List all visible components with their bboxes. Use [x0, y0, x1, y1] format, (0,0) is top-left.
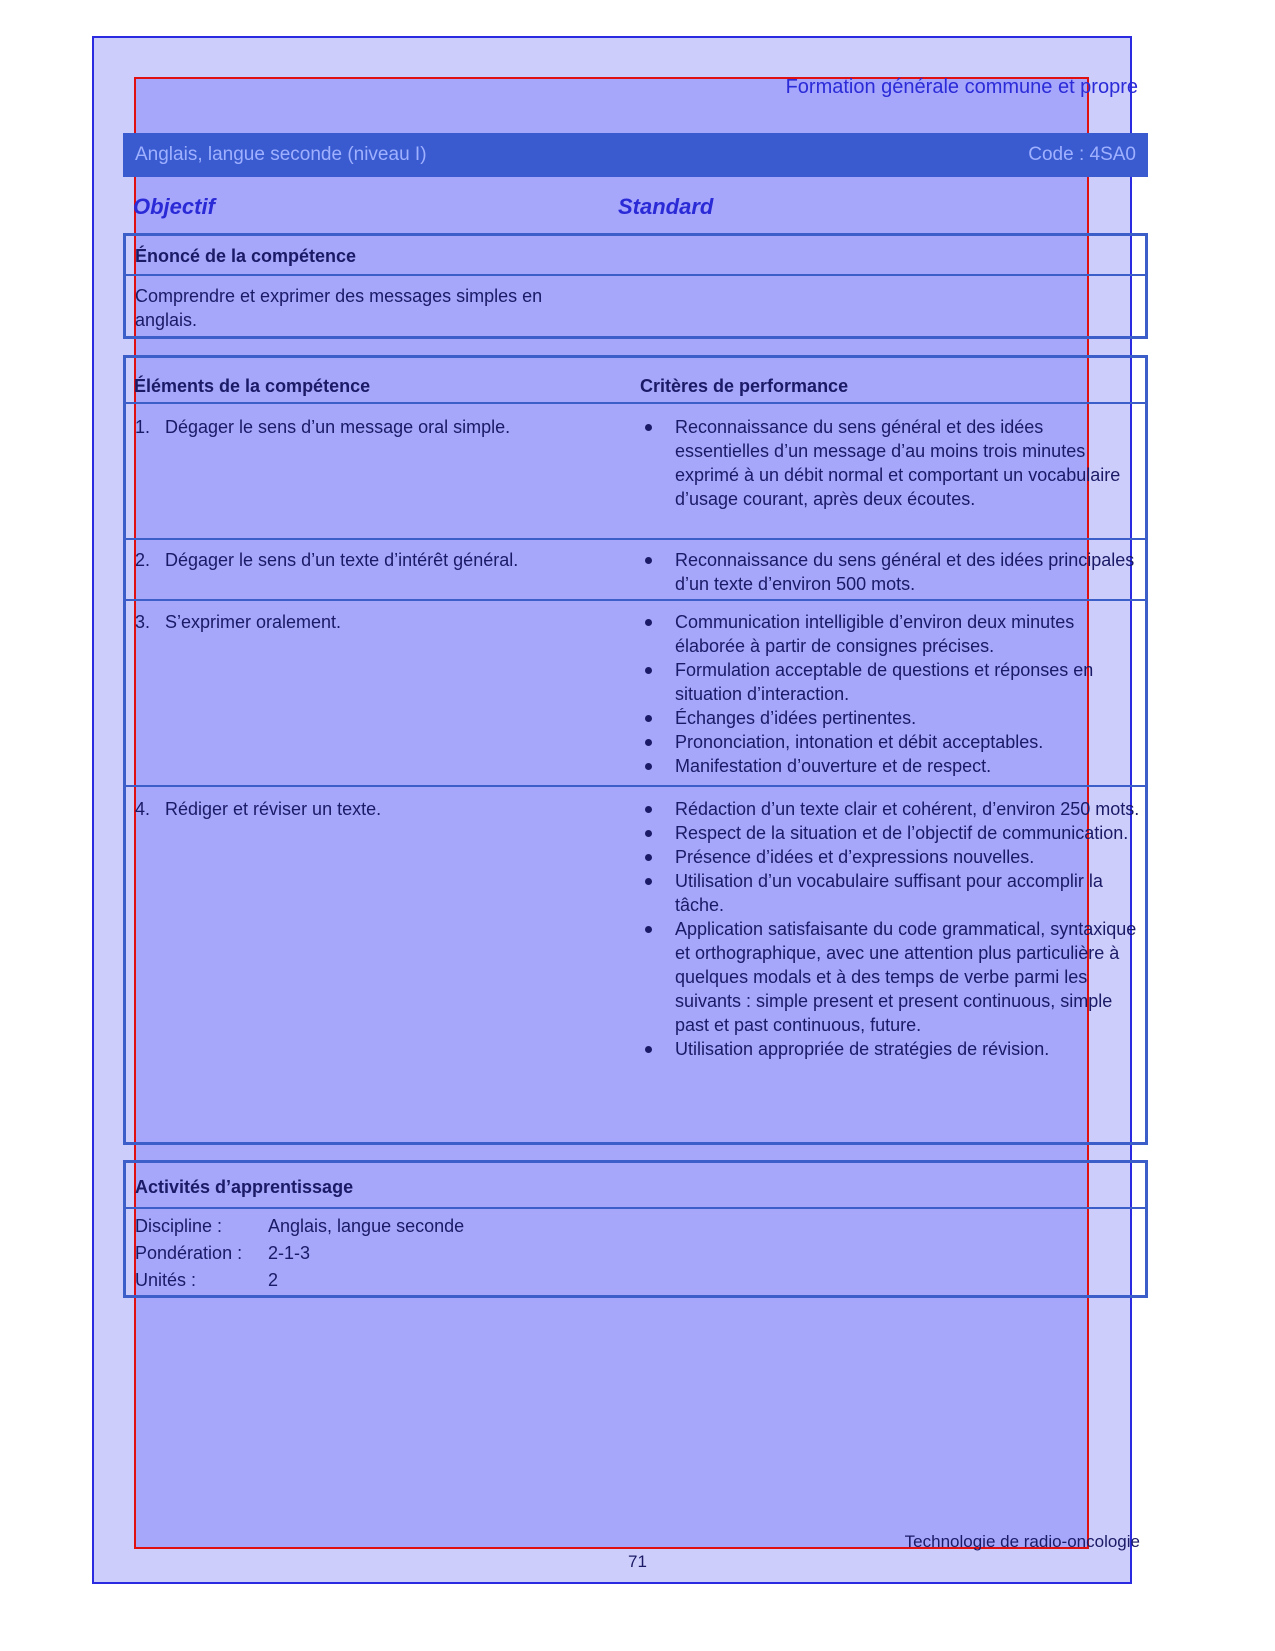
- enonce-box: [123, 233, 1148, 339]
- bullet-icon: [645, 830, 652, 837]
- list-item: Utilisation appropriée de stratégies de révision.: [640, 1037, 1140, 1061]
- bullet-icon: [645, 424, 652, 431]
- list-item: Communication intelligible d’environ deux minutes élaborée à partir de consignes précises.: [640, 610, 1140, 658]
- header-top-right: Formation générale commune et propre: [785, 76, 1138, 98]
- bullet-icon: [645, 557, 652, 564]
- objectif-label: Objectif: [133, 194, 215, 219]
- criteria-list-4: [640, 797, 1140, 1061]
- activity-row-discipline: Discipline : Anglais, langue seconde: [135, 1216, 465, 1236]
- bullet-icon: [645, 619, 652, 626]
- elements-title: Éléments de la compétence: [134, 376, 371, 396]
- activities-title: Activités d’apprentissage: [126, 1163, 1145, 1209]
- course-code: Code : 4SA0: [1028, 144, 1136, 165]
- course-title: Anglais, langue seconde (niveau I): [135, 144, 427, 165]
- page-number: 71: [628, 1552, 647, 1571]
- activity-row-unites: Unités : 2: [135, 1270, 279, 1290]
- list-item: Rédaction d’un texte clair et cohérent, d’environ 250 mots.: [640, 797, 1140, 821]
- element-2: 2. Dégager le sens d’un texte d’intérêt général.: [135, 550, 519, 570]
- list-item: Reconnaissance du sens général et des idées principales d’un texte d’environ 500 mots.: [640, 548, 1140, 596]
- list-item: Application satisfaisante du code grammatical, syntaxique et orthographique, avec une attention plus particulière à quelques modals et à des temps de verbe parmi les suivants : simple present et present continuous, simple past et past continuous, future.: [640, 917, 1140, 1037]
- list-item: Respect de la situation et de l’objectif de communication.: [640, 821, 1140, 845]
- bullet-icon: [645, 715, 652, 722]
- list-item: Échanges d’idées pertinentes.: [640, 706, 1140, 730]
- list-item: Manifestation d’ouverture et de respect.: [640, 754, 1140, 778]
- list-item: Présence d’idées et d’expressions nouvelles.: [640, 845, 1140, 869]
- bullet-icon: [645, 878, 652, 885]
- bullet-icon: [645, 739, 652, 746]
- list-item: Prononciation, intonation et débit acceptables.: [640, 730, 1140, 754]
- bullet-icon: [645, 667, 652, 674]
- list-item: Utilisation d’un vocabulaire suffisant pour accomplir la tâche.: [640, 869, 1140, 917]
- element-4: 4. Rédiger et réviser un texte.: [135, 799, 382, 819]
- list-item: Formulation acceptable de questions et réponses en situation d’interaction.: [640, 658, 1140, 706]
- criteres-title: Critères de performance: [640, 376, 849, 396]
- course-band: [123, 133, 1148, 177]
- element-1: 1. Dégager le sens d’un message oral simple.: [135, 417, 511, 437]
- enonce-text: Comprendre et exprimer des messages simples en anglais.: [135, 286, 543, 330]
- bullet-icon: [645, 926, 652, 933]
- footer-program: Technologie de radio-oncologie: [904, 1532, 1140, 1551]
- bullet-icon: [645, 854, 652, 861]
- criteria-list-3: [640, 610, 1140, 778]
- criteria-list-1: [640, 415, 1140, 511]
- list-item: Reconnaissance du sens général et des idées essentielles d’un message d’au moins trois minutes exprimé à un débit normal et comportant un vocabulaire d’usage courant, après deux écoutes.: [640, 415, 1140, 511]
- bullet-icon: [645, 806, 652, 813]
- enonce-title: Énoncé de la compétence: [126, 236, 1145, 276]
- element-3: 3. S’exprimer oralement.: [135, 612, 342, 632]
- bullet-icon: [645, 763, 652, 770]
- activities-box: [123, 1160, 1148, 1298]
- activity-row-ponderation: Pondération : 2-1-3: [135, 1243, 311, 1263]
- bullet-icon: [645, 1046, 652, 1053]
- standard-label: Standard: [618, 194, 714, 219]
- criteria-list-2: [640, 548, 1140, 596]
